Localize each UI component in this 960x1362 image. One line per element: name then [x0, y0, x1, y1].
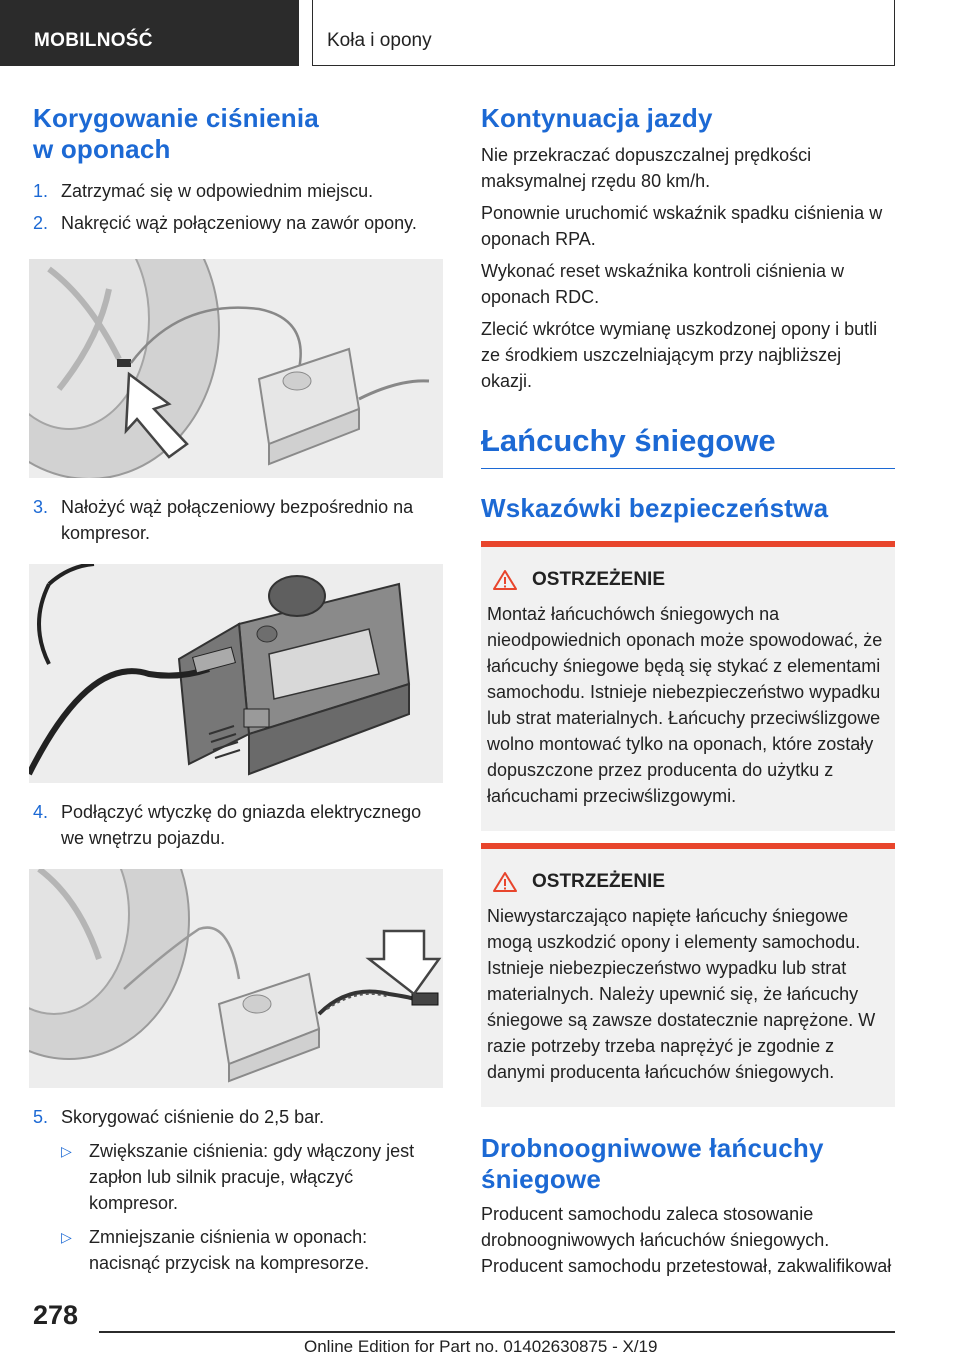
warning-title-text: OSTRZEŻENIE: [532, 569, 666, 590]
step-text: Podłączyć wtyczkę do gniazda elektrycznego we wnętrzu pojazdu.: [61, 802, 422, 848]
figure-valve-connection: [29, 259, 443, 478]
figure-illustration: [29, 564, 443, 783]
paragraph-rpa: Ponownie uruchomić wskaźnik spadku ciśnienia w oponach RPA.: [481, 203, 883, 249]
paragraph-replace: Zlecić wkrótce wymianę uszkodzonej opony i butli ze środkiem uszczelniającym przy najbliższej okazji.: [481, 319, 878, 391]
left-column: [33, 103, 443, 1276]
warning-text: Montaż łańcuchówch śniegowych na nieodpowiednich oponach może spowodować, że łańcuchy śniegowe będą się stykać z elementami samochodu. Istnieje niebezpieczeństwo wypadku lub strat materialnych. Łańcuchy przeciwślizgowe wolno montować tylko na oponach, które zostały dopuszczone przez producenta do użytku z łańcuchami przeciwślizgowymi.: [487, 604, 883, 806]
figure-illustration: [29, 259, 443, 478]
warning-title-text: OSTRZEŻENIE: [532, 871, 666, 892]
footer-edition: Online Edition for Part no. 01402630875 - X/19: [304, 1337, 658, 1356]
warning-box: [481, 541, 895, 831]
step-text: Skorygować ciśnienie do 2,5 bar.: [61, 1107, 325, 1127]
section-heading-continue: Kontynuacja jazdy: [481, 103, 713, 133]
paragraph-speed: Nie przekraczać dopuszczalnej prędkości maksymalnej rzędu 80 km/h.: [481, 145, 812, 191]
header-chapter-tab: [312, 0, 895, 66]
warning-text: Niewystarczająco napięte łańcuchy śniegowe mogą uszkodzić opony i elementy samochodu. Istnieje niebezpieczeństwo wypadku lub strat materialnych. Należy upewnić się, że łańcuchy śniegowe są zawsze dostatecznie naprężone. W razie potrzeby trzeba naprężyć je zgodnie z danymi producenta łańcuchów śniegowych.: [487, 906, 876, 1082]
step-number: 3.: [33, 497, 49, 517]
step-number: 1.: [33, 181, 49, 201]
page-number: 278: [33, 1300, 79, 1330]
triangle-bullet-icon: ▷: [61, 1143, 72, 1159]
warning-triangle-icon: [492, 569, 518, 591]
main-heading-snow-chains: Łańcuchy śniegowe: [481, 422, 895, 469]
paragraph-rdc: Wykonać reset wskaźnika kontroli ciśnienia w oponach RDC.: [481, 261, 844, 307]
step-text: Nałożyć wąż połączeniowy bezpośrednio na kompresor.: [61, 497, 414, 543]
step-text: Nakręcić wąż połączeniowy na zawór opony.: [61, 213, 417, 233]
section-heading-fine-chains: Drobnoogniwowe łańcuchy śniegowe: [481, 1133, 824, 1194]
header-section-tab: [0, 0, 299, 66]
step-number: 4.: [33, 802, 49, 822]
right-column: [481, 103, 895, 1279]
figure-illustration: [29, 869, 443, 1088]
substep-decrease: [61, 1224, 443, 1276]
step-text: Zatrzymać się w odpowiednim miejscu.: [61, 181, 374, 201]
figure-compressor-hose: [29, 564, 443, 783]
paragraph-fine-chains: Producent samochodu zaleca stosowanie drobnoogniwowych łańcuchów śniegowych. Producent samochodu przetestował, zakwalifikował: [481, 1204, 892, 1276]
substep-increase: [61, 1138, 443, 1216]
step-number: 2.: [33, 213, 49, 233]
section-heading-pressure: Korygowanie ciśnienia w oponach: [33, 103, 319, 164]
figure-power-plug: [29, 869, 443, 1088]
header-section-label: MOBILNOŚĆ: [34, 30, 153, 51]
section-heading-safety: Wskazówki bezpieczeństwa: [481, 493, 829, 523]
step-5: [33, 1104, 443, 1130]
triangle-bullet-icon: ▷: [61, 1229, 72, 1245]
step-4: [33, 799, 443, 851]
footer-divider: [99, 1331, 895, 1333]
step-number: 5.: [33, 1107, 49, 1127]
warning-triangle-icon: [492, 871, 518, 893]
header-chapter-label: Koła i opony: [327, 30, 432, 51]
substep-text: Zmniejszanie ciśnienia w oponach: nacisnąć przycisk na kompresorze.: [89, 1227, 370, 1273]
step-2: [33, 210, 443, 236]
warning-title: [487, 569, 887, 591]
substep-text: Zwiększanie ciśnienia: gdy włączony jest zapłon lub silnik pracuje, włączyć kompresor.: [89, 1141, 415, 1213]
step-3: [33, 494, 443, 546]
step-1: [33, 178, 443, 204]
warning-title: [487, 871, 887, 893]
warning-box: [481, 843, 895, 1107]
